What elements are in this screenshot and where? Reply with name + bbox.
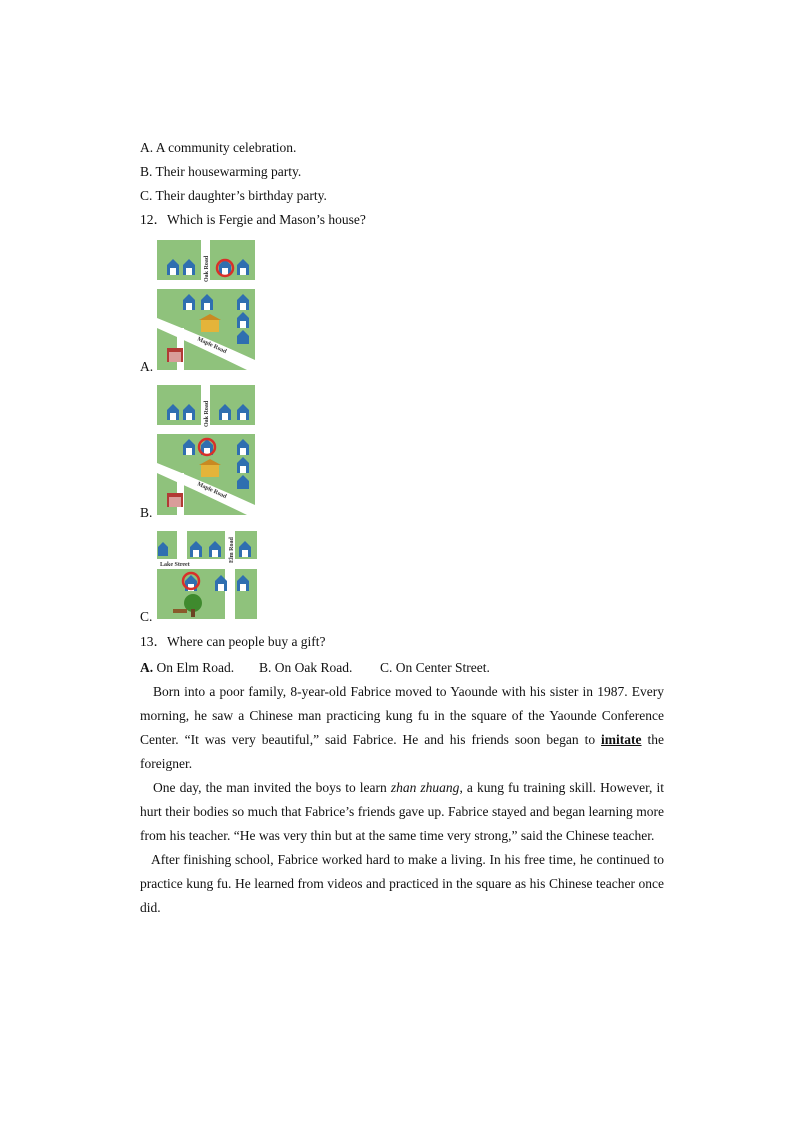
q13-option-a-letter: A. (140, 660, 154, 675)
q13-option-c: C. On Center Street. (380, 660, 490, 675)
map-option-a (157, 240, 255, 370)
q11-option-c: C. Their daughter’s birthday party. (140, 188, 327, 203)
svg-text:Maple Road: Maple Road (196, 481, 228, 501)
passage-p2-end: , a kung fu training skill. However, it hurt their bodies so much that Fabrice’s friends gave up. Fabrice stayed and began learning more from his teacher. “He was very thin but at the same time very strong,” said the Chinese teacher. (140, 780, 664, 843)
passage-p2-text: One day, the man invited the boys to learn (153, 780, 391, 795)
passage-p1-end: the foreigner. (140, 732, 664, 771)
svg-text:Lake Street: Lake Street (160, 562, 190, 568)
q11-option-b: B. Their housewarming party. (140, 164, 302, 179)
q13-option-a-text: On Elm Road. (153, 660, 235, 675)
map-option-c (157, 531, 257, 619)
q12-label-c: C. (140, 609, 153, 624)
q13-option-a (140, 659, 259, 677)
passage-paragraph-3: After finishing school, Fabrice worked hard to make a living. In his free time, he continued to practice kung fu. He learned from videos and practiced in the square as his Chinese teacher once did. (140, 852, 664, 915)
q12-label-a: A. (140, 359, 154, 374)
map-option-b (157, 385, 255, 515)
passage-paragraph-2 (140, 776, 664, 848)
q13-options (140, 659, 490, 677)
q12-label-b: B. (140, 505, 153, 520)
svg-text:Elm Road: Elm Road (229, 537, 235, 563)
svg-text:Maple Road: Maple Road (196, 336, 228, 356)
underlined-word: imitate (601, 732, 642, 747)
passage-p1-text: Born into a poor family, 8-year-old Fabrice moved to Yaounde with his sister in 1987. Every morning, he saw a Chinese man practicing kung fu in the square of the Yaounde Conference Center. “It was very beautiful,” said Fabrice. He and his friends soon began to (140, 684, 664, 747)
q13-question: 13．Where can people buy a gift? (140, 634, 326, 649)
passage-paragraph-1 (140, 680, 664, 776)
svg-text:Oak Road: Oak Road (204, 400, 210, 427)
reading-passage (140, 680, 664, 920)
italic-term: zhan zhuang (390, 780, 460, 795)
svg-text:Oak Road: Oak Road (204, 255, 210, 282)
q12-question: 12．Which is Fergie and Mason’s house? (140, 212, 366, 227)
q11-option-a: A. A community celebration. (140, 140, 297, 155)
q13-option-b: B. On Oak Road. (259, 660, 353, 675)
